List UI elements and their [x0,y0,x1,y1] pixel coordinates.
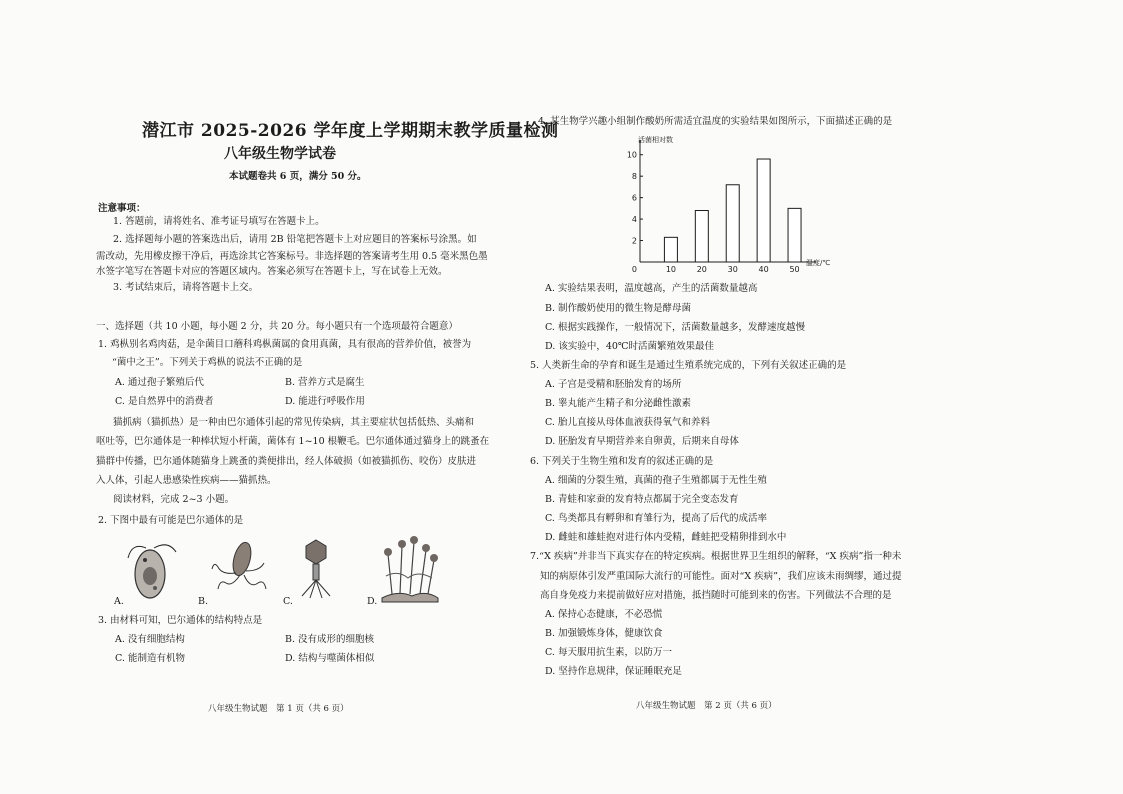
y-tick-label: 2 [631,236,637,246]
q4-option-d: D. 该实验中，40℃时活菌繁殖效果最佳 [545,341,715,352]
origin-label: 0 [631,265,637,274]
q3-option-a: A. 没有细胞结构 [115,634,185,645]
y-tick-label: 4 [631,215,637,225]
notice-title: 注意事项： [98,203,146,214]
bar [695,211,708,262]
q3-stem: 3. 由材料可知，巴尔通体的结构特点是 [98,615,263,626]
material-text: 猫抓病（猫抓热）是一种由巴尔通体引起的常见传染病，其主要症状包括低热、头痛和 [113,417,475,428]
bacterium-illustration [210,537,270,599]
q5-stem: 5. 人类新生命的孕育和诞生是通过生殖系统完成的，下列有关叙述正确的是 [530,360,847,371]
q6-option-a: A. 细菌的分裂生殖，真菌的孢子生殖都属于无性生殖 [545,475,767,486]
page-footer: 八年级生物试题 第 1 页（共 6 页） [208,704,349,714]
notice-line: 需改动，先用橡皮擦干净后，再选涂其它答案标号。非选择题的答案请考生用 0.5 毫米黑色墨 [96,251,488,262]
notice-line: 3. 考试结束后，请将答题卡上交。 [113,282,259,293]
q4-option-b: B. 制作酸奶使用的微生物是酵母菌 [545,303,692,314]
bar [726,185,739,262]
mold-illustration [378,532,440,604]
notice-line: 水签字笔写在答题卡对应的答题区域内。答案必须写在答题卡上，写在试卷上无效。 [96,266,448,277]
exam-info: 本试题卷共 6 页，满分 50 分。 [229,171,367,182]
q7-option-a: A. 保持心态健康，不必恐慌 [545,609,663,620]
q4-option-a: A. 实验结果表明，温度越高，产生的活菌数量越高 [545,283,758,294]
x-tick-label: 20 [696,265,707,274]
y-tick-label: 8 [631,172,637,182]
q1-option-a: A. 通过孢子繁殖后代 [115,377,204,388]
bacteria-temperature-chart [626,132,836,280]
q1-option-c: C. 是自然界中的消费者 [115,396,214,407]
q6-option-b: B. 青蛙和家蚕的发育特点都属于完全变态发育 [545,494,739,505]
q7-stem: 知的病原体引发严重国际大流行的可能性。面对“X 疾病”，我们应该未雨绸缪，通过提 [540,571,902,582]
bacteriophage-illustration [294,538,338,602]
q5-option-c: C. 胎儿直接从母体血液获得氧气和养料 [545,417,710,428]
q5-option-a: A. 子宫是受精和胚胎发育的场所 [545,379,682,390]
x-axis-label: 温度/℃ [806,259,831,267]
q4-option-c: C. 根据实践操作，一般情况下，活菌数量越多，发酵速度越慢 [545,322,805,333]
material-text: 入人体，引起人患感染性疾病——猫抓热。 [96,475,277,486]
q7-stem: 7.“X 疾病”并非当下真实存在的特定疾病。根据世界卫生组织的解释，“X 疾病”指一种未 [530,551,902,562]
q5-option-b: B. 睾丸能产生精子和分泌雌性激素 [545,398,692,409]
q2-option-b: B. [198,596,209,607]
q5-option-d: D. 胚胎发育早期营养来自卵黄，后期来自母体 [545,436,739,447]
x-tick-label: 30 [727,265,738,274]
q1-option-d: D. 能进行呼吸作用 [285,396,365,407]
x-tick-label: 50 [789,265,800,274]
material-instruction: 阅读材料，完成 2~3 小题。 [113,494,235,505]
q6-option-c: C. 鸟类都具有孵卵和育雏行为，提高了后代的成活率 [545,513,767,524]
q2-option-a: A. [114,596,124,607]
q7-option-b: B. 加强锻炼身体，健康饮食 [545,628,663,639]
q6-stem: 6. 下列关于生物生殖和发育的叙述正确的是 [530,456,714,467]
q7-option-d: D. 坚持作息规律，保证睡眠充足 [545,666,682,677]
y-tick-label: 6 [631,193,637,203]
q1-stem: “菌中之王”。下列关于鸡枞的说法不正确的是 [112,357,303,368]
bar [788,208,801,262]
material-text: 猫群中传播，巴尔通体随猫身上跳蚤的粪便排出，经人体破损（如被猫抓伤、咬伤）皮肤进 [96,456,477,467]
q4-stem: 4. 某生物学兴趣小组制作酸奶所需适宜温度的实验结果如图所示，下面描述正确的是 [538,116,893,127]
q6-option-d: D. 雌蛙和雄蛙抱对进行体内受精，雌蛙把受精卵排到水中 [545,532,787,543]
q3-option-d: D. 结构与噬菌体相似 [285,653,375,664]
material-text: 呕吐等，巴尔通体是一种棒状短小杆菌，菌体有 1~10 根鞭毛。巴尔通体通过猫身上的跳蚤在 [96,436,490,447]
q3-option-c: C. 能制造有机物 [115,653,185,664]
x-tick-label: 40 [758,265,769,274]
notice-line: 2. 选择题每小题的答案选出后，请用 2B 铅笔把答题卡上对应题目的答案标号涂黑。如 [113,234,477,245]
q1-stem: 1. 鸡枞别名鸡肉菇，是伞菌目口蘑科鸡枞菌属的食用真菌，具有很高的营养价值，被誉为 [98,339,472,350]
exam-title: 潜江市 2025-2026 学年度上学期期末教学质量检测 [142,121,559,141]
x-tick-label: 10 [665,265,677,274]
y-axis-label: 活菌相对数 [638,136,673,144]
q2-option-c: C. [283,596,293,607]
exam-subtitle: 八年级生物学试卷 [224,146,336,162]
exam-page-2 [530,0,1123,794]
y-tick-label: 10 [626,150,637,160]
notice-line: 1. 答题前，请将姓名、准考证号填写在答题卡上。 [113,216,325,227]
q7-option-c: C. 每天服用抗生素，以防万一 [545,647,672,658]
bar [757,159,770,262]
q1-option-b: B. 营养方式是腐生 [285,377,365,388]
q3-option-b: B. 没有成形的细胞核 [285,634,375,645]
page-footer: 八年级生物试题 第 2 页（共 6 页） [636,701,777,711]
euglena-illustration [124,540,180,602]
bar [664,237,677,262]
q2-stem: 2. 下图中最有可能是巴尔通体的是 [98,515,244,526]
q7-stem: 高自身免疫力来提前做好应对措施，抵挡随时可能到来的伤害。下列做法不合理的是 [540,590,892,601]
q2-option-d: D. [367,596,378,607]
section-heading: 一、选择题（共 10 小题，每小题 2 分，共 20 分。每小题只有一个选项最符合题意） [96,321,458,332]
